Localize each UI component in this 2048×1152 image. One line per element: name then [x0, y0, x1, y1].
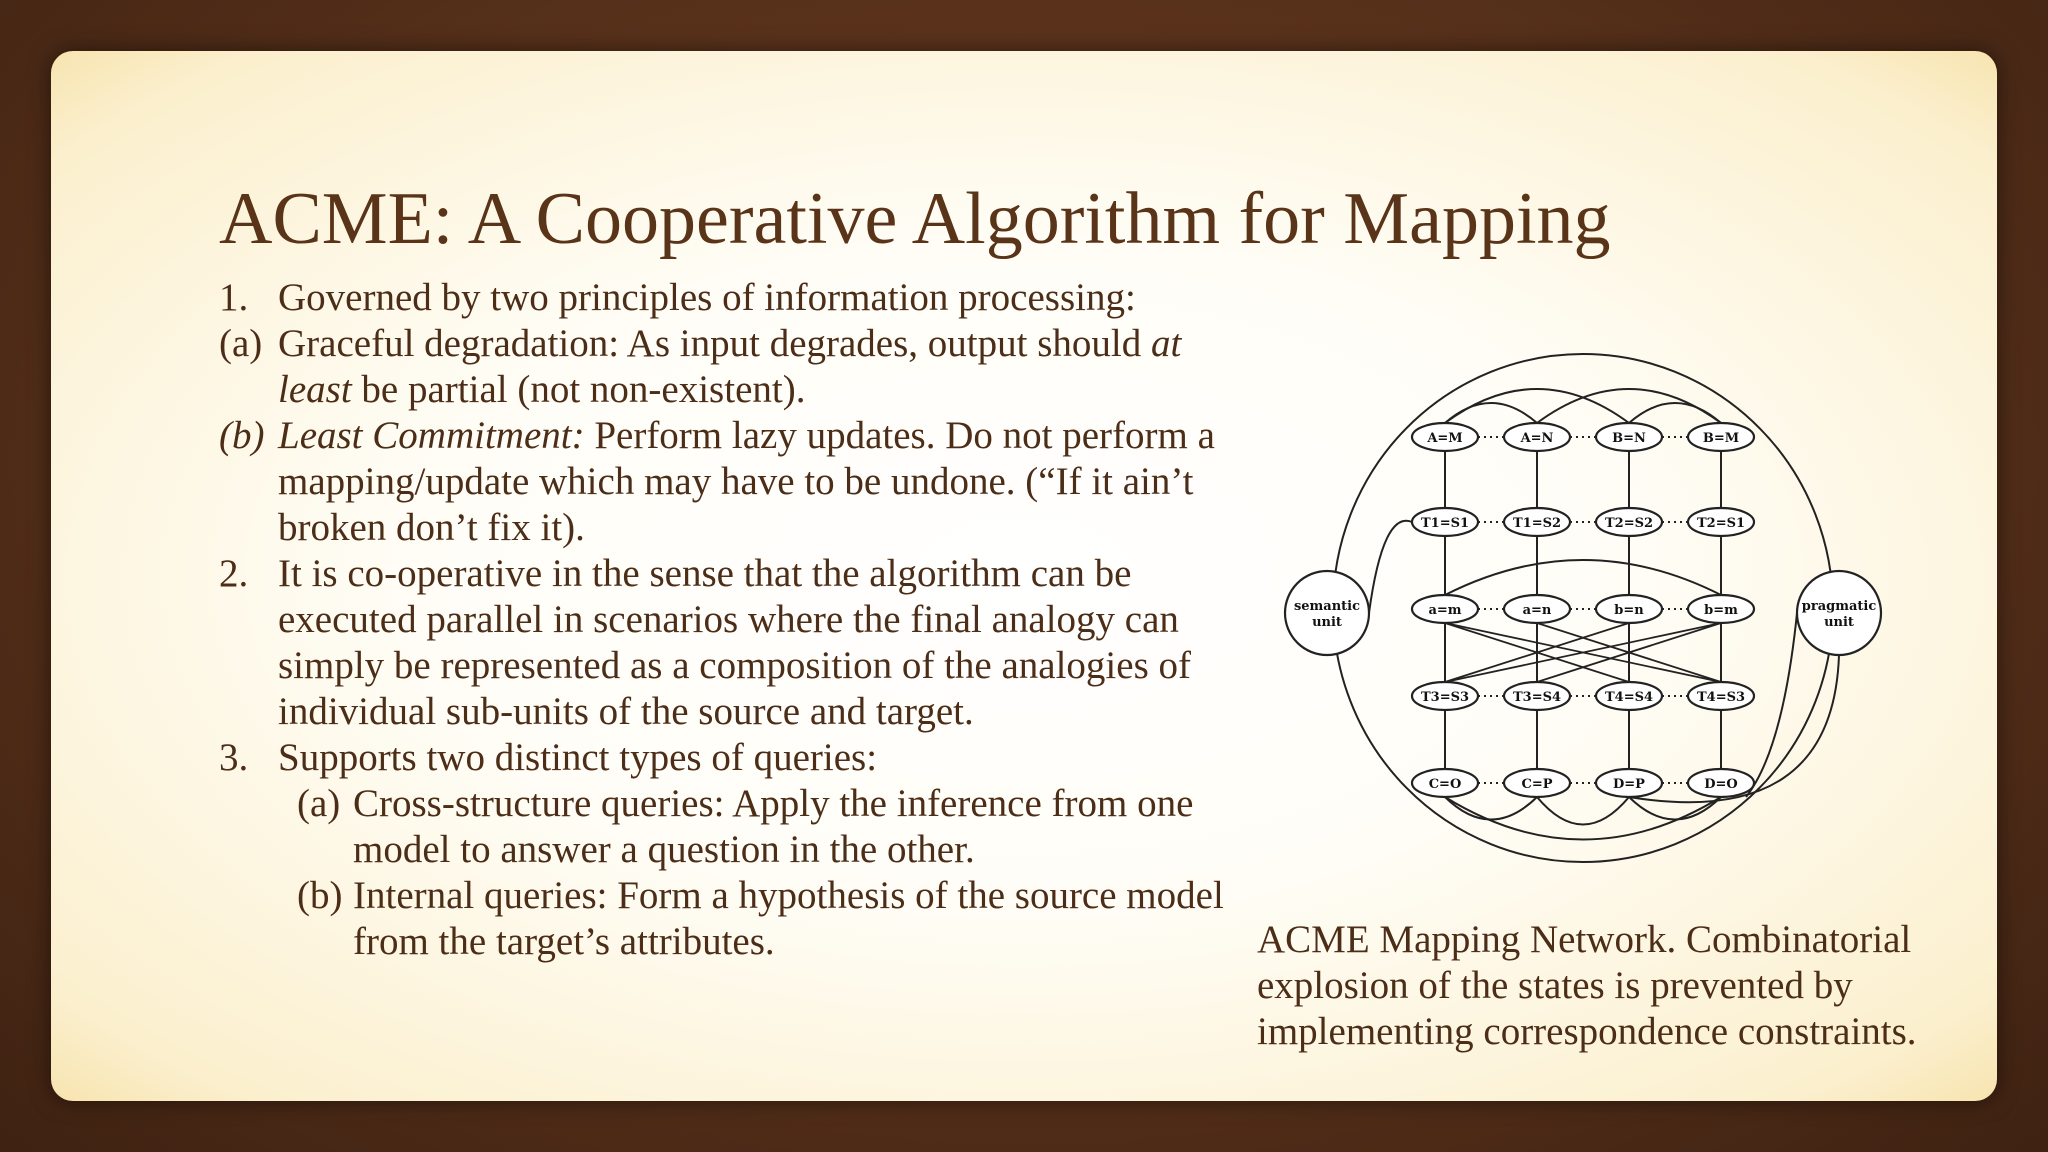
list-item-text: Supports two distinct types of queries: [278, 736, 878, 779]
mapping-hypothesis-label: T1=S1 [1420, 516, 1470, 531]
list-item-3 [219, 735, 1244, 781]
mapping-hypothesis-label: C=O [1428, 777, 1462, 792]
emphasis-text: at least [278, 322, 1182, 411]
list-item-1b [219, 413, 1244, 551]
slide-title: ACME: A Cooperative Algorithm for Mapping [219, 178, 1611, 260]
list-item-1 [219, 275, 1244, 321]
list-item-text: It is co-operative in the sense that the algorithm can be executed parallel in scenarios where the final analogy can simply be represented as a composition of the analogies of individual sub-units of the source and target. [278, 552, 1191, 733]
mapping-hypothesis-label: T2=S2 [1604, 516, 1654, 531]
mapping-hypothesis-label: T3=S3 [1420, 690, 1470, 705]
mapping-hypothesis-label: T3=S4 [1512, 690, 1562, 705]
acme-mapping-network-diagram [1273, 350, 1893, 890]
mapping-hypothesis-label: b=n [1614, 603, 1644, 618]
mapping-hypothesis-label: T2=S1 [1696, 516, 1746, 531]
mapping-hypothesis-label: A=M [1427, 431, 1463, 446]
list-item-text: Internal queries: Form a hypothesis of the source model from the target’s attributes. [353, 874, 1224, 963]
text-run: be partial (not non-existent). [351, 368, 806, 411]
list-item-text [278, 321, 1244, 413]
mapping-hypothesis-label: D=O [1704, 777, 1738, 792]
pragmatic-link [1746, 613, 1797, 797]
mapping-hypothesis-label: B=M [1702, 431, 1740, 446]
list-marker: (b) [219, 414, 265, 457]
mapping-hypothesis-label: A=N [1520, 431, 1554, 446]
mapping-hypothesis-label: B=N [1612, 431, 1646, 446]
mapping-hypothesis-label: C=P [1521, 777, 1553, 792]
text-run: Graceful degradation: As input degrades, output should [278, 322, 1151, 365]
bottom-arc-link [1445, 797, 1721, 840]
list-item-text: Governed by two principles of information processing: [278, 276, 1136, 319]
mapping-hypothesis-label: T4=S3 [1696, 690, 1746, 705]
top-arc-link [1445, 389, 1629, 423]
bottom-arc-link [1629, 797, 1721, 820]
list-marker: (a) [219, 322, 263, 365]
mapping-hypothesis-label: a=m [1428, 603, 1462, 618]
list-item-3a [219, 781, 1244, 873]
slide [51, 51, 1997, 1101]
list-item-text [278, 413, 1244, 551]
mapping-hypothesis-label: T1=S2 [1512, 516, 1562, 531]
list-item-text: Cross-structure queries: Apply the inference from one model to answer a question in the other. [353, 782, 1194, 871]
list-marker: (b) [297, 874, 343, 917]
text-run: Perform lazy updates. Do not perform a mapping/update which may have to be undone. (“If it ain’t broken don’t fix it). [278, 414, 1215, 549]
mapping-hypothesis-label: D=P [1613, 777, 1645, 792]
emphasis-text: Least Commitment: [278, 414, 585, 457]
pragmatic-unit-label: pragmatic unit [1801, 599, 1877, 630]
mapping-hypothesis-label: T4=S4 [1604, 690, 1654, 705]
list-marker: (a) [297, 782, 341, 825]
bottom-arc-link [1445, 797, 1537, 820]
bullet-list [219, 275, 1244, 965]
diagram-caption: ACME Mapping Network. Combinatorial explosion of the states is prevented by implementing correspondence constraints. [1257, 918, 1917, 1053]
list-marker: 3. [219, 736, 249, 779]
semantic-unit-label: semantic unit [1293, 599, 1361, 630]
list-item-2 [219, 551, 1244, 735]
list-item-3b [219, 873, 1244, 965]
semantic-link [1369, 521, 1412, 613]
mapping-hypothesis-label: a=n [1522, 603, 1552, 618]
middle-arc-link [1445, 560, 1721, 595]
list-marker: 1. [219, 276, 249, 319]
list-item-1a [219, 321, 1244, 413]
bottom-arc-link [1537, 797, 1629, 825]
list-marker: 2. [219, 552, 249, 595]
top-arc-link [1537, 389, 1721, 423]
mapping-hypothesis-label: b=m [1704, 603, 1738, 618]
